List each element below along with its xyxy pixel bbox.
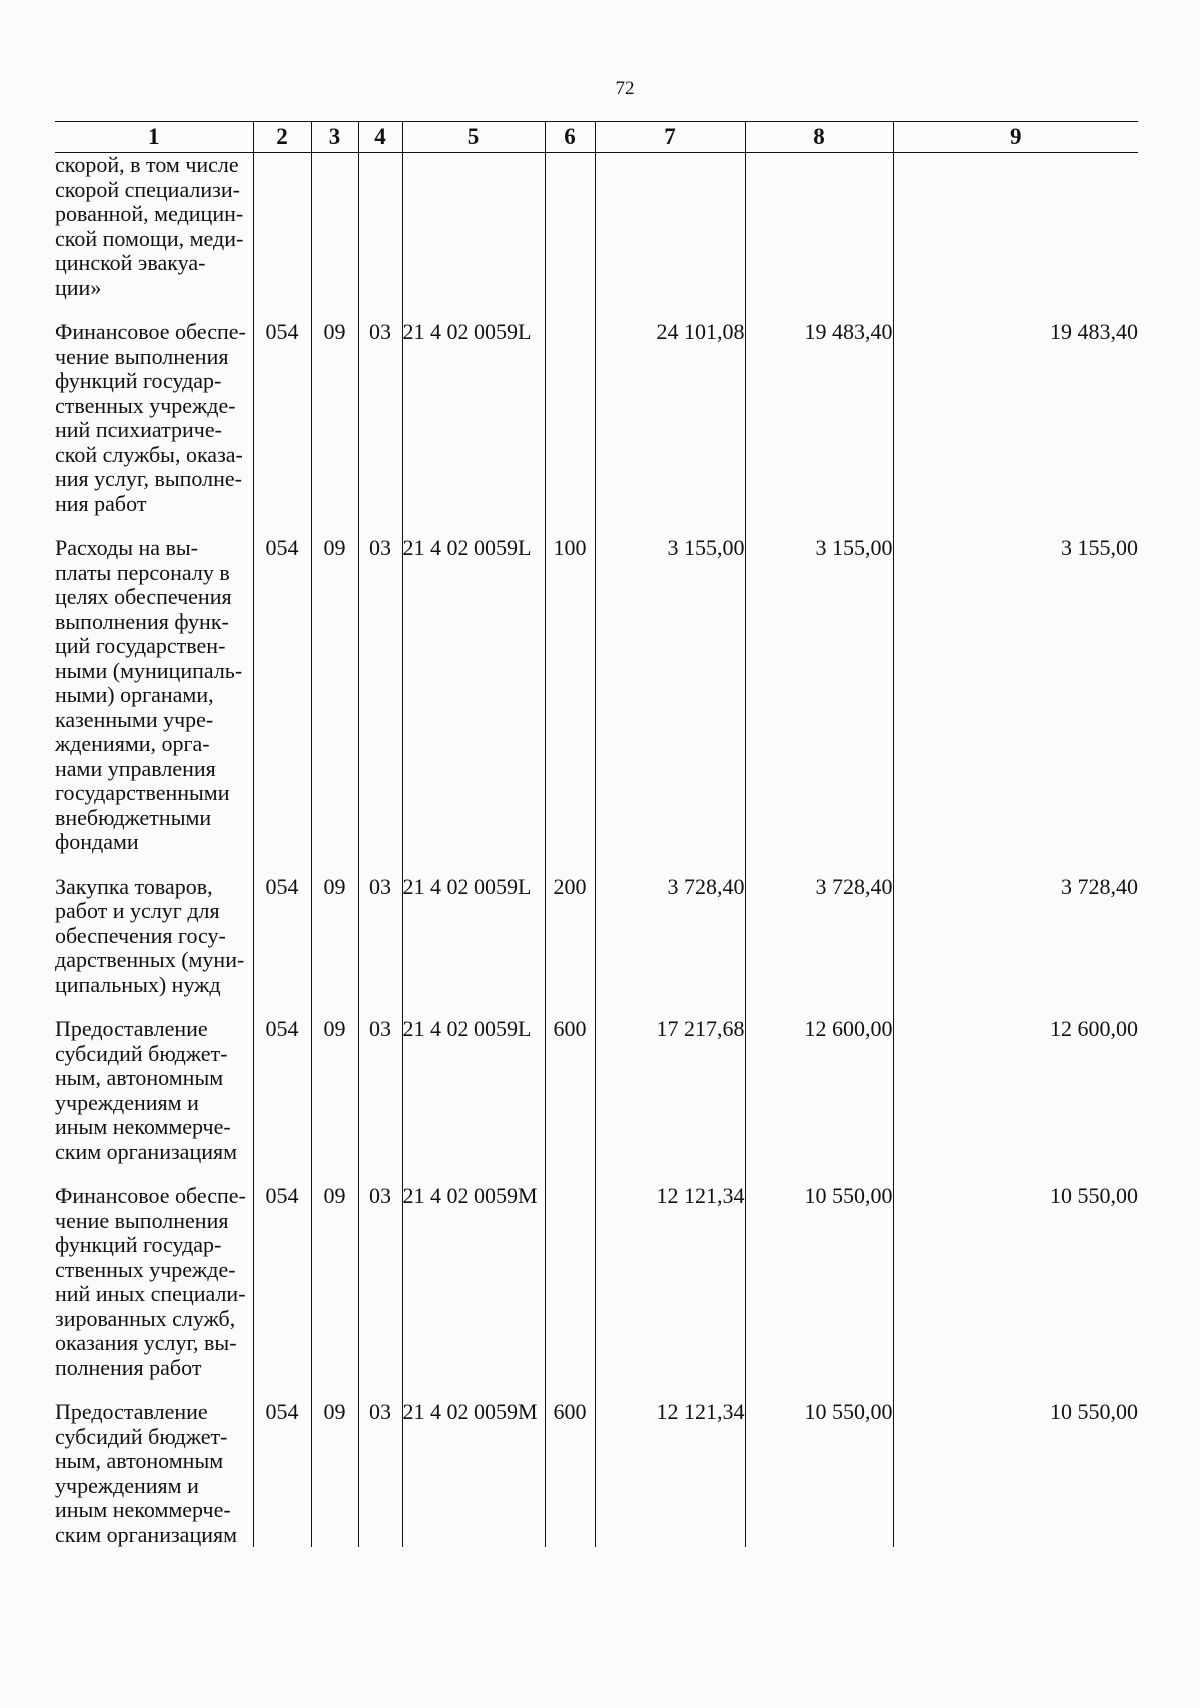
spacer-cell (545, 855, 595, 875)
row-spacer (55, 1164, 1138, 1184)
spacer-cell (311, 1380, 358, 1400)
spacer-cell (311, 855, 358, 875)
spacer-cell (893, 1164, 1138, 1184)
spacer-cell (55, 516, 253, 536)
spacer-cell (402, 1380, 545, 1400)
code-target: 21 4 02 0059L (402, 1017, 545, 1164)
amount-col9: 19 483,40 (893, 320, 1138, 516)
spacer-cell (402, 516, 545, 536)
spacer-cell (545, 516, 595, 536)
code-section (311, 153, 358, 301)
spacer-cell (55, 855, 253, 875)
amount-col8: 19 483,40 (745, 320, 893, 516)
spacer-cell (545, 1380, 595, 1400)
code-target: 21 4 02 0059L (402, 536, 545, 855)
column-header: 9 (893, 122, 1138, 153)
amount-col8: 10 550,00 (745, 1400, 893, 1547)
column-header: 3 (311, 122, 358, 153)
code-expense-type: 600 (545, 1017, 595, 1164)
row-name: Финансовое обеспе- чение выполнения функций государ- ственных учрежде- ний психиатриче- ской службы, оказа- ния услуг, выполне- ния работ (55, 319, 246, 516)
spacer-cell (253, 1164, 311, 1184)
spacer-cell (893, 516, 1138, 536)
code-expense-type: 200 (545, 875, 595, 998)
code-expense-type: 100 (545, 536, 595, 855)
amount-col9: 10 550,00 (893, 1184, 1138, 1380)
table-row (55, 875, 1138, 998)
row-name: Расходы на вы- платы персоналу в целях обеспечения выполнения функ- ций государствен- ными (муниципаль- ными) органами, казенными учре- ждениями, орга- нами управления государственными внебюджетными фондами (55, 535, 243, 854)
amount-col9 (893, 153, 1138, 301)
table-row (55, 1017, 1138, 1164)
spacer-cell (55, 300, 253, 320)
code-admin: 054 (253, 1017, 311, 1164)
column-header: 6 (545, 122, 595, 153)
spacer-cell (745, 1164, 893, 1184)
spacer-cell (55, 997, 253, 1017)
table-row (55, 153, 1138, 301)
amount-col9: 3 728,40 (893, 875, 1138, 998)
header-row (55, 122, 1138, 153)
table-row (55, 1400, 1138, 1547)
code-subsection: 03 (358, 1184, 402, 1380)
amount-col8: 10 550,00 (745, 1184, 893, 1380)
spacer-cell (311, 997, 358, 1017)
column-header: 1 (55, 122, 253, 153)
spacer-cell (595, 1164, 745, 1184)
code-section: 09 (311, 875, 358, 998)
code-section: 09 (311, 536, 358, 855)
row-name: скорой, в том числе скорой специализи- рованной, медицин- ской помощи, меди- цинской эвакуа- ции» (55, 152, 244, 300)
spacer-cell (402, 855, 545, 875)
spacer-cell (745, 1380, 893, 1400)
spacer-cell (893, 300, 1138, 320)
row-name: Закупка товаров, работ и услуг для обеспечения госу- дарственных (муни- ципальных) нужд (55, 873, 245, 997)
amount-col8: 3 728,40 (745, 875, 893, 998)
amount-col8: 12 600,00 (745, 1017, 893, 1164)
spacer-cell (358, 516, 402, 536)
code-target: 21 4 02 0059M (402, 1184, 545, 1380)
amount-col9: 10 550,00 (893, 1400, 1138, 1547)
row-spacer (55, 300, 1138, 320)
code-expense-type (545, 1184, 595, 1380)
spacer-cell (893, 997, 1138, 1017)
spacer-cell (745, 300, 893, 320)
spacer-cell (595, 300, 745, 320)
amount-col8: 3 155,00 (745, 536, 893, 855)
spacer-cell (893, 1380, 1138, 1400)
spacer-cell (595, 1380, 745, 1400)
spacer-cell (545, 1164, 595, 1184)
code-subsection: 03 (358, 1400, 402, 1547)
row-spacer (55, 1380, 1138, 1400)
spacer-cell (595, 997, 745, 1017)
row-name: Финансовое обеспе- чение выполнения функций государ- ственных учрежде- ний иных специали- зированных служб, оказания услуг, вы- полнения работ (55, 1183, 246, 1380)
budget-table (55, 121, 1138, 1547)
code-subsection: 03 (358, 875, 402, 998)
row-spacer (55, 855, 1138, 875)
spacer-cell (311, 300, 358, 320)
code-section: 09 (311, 1017, 358, 1164)
column-header: 2 (253, 122, 311, 153)
spacer-cell (545, 300, 595, 320)
spacer-cell (595, 855, 745, 875)
spacer-cell (545, 997, 595, 1017)
code-section: 09 (311, 1400, 358, 1547)
column-header: 8 (745, 122, 893, 153)
spacer-cell (745, 855, 893, 875)
code-expense-type (545, 153, 595, 301)
code-admin (253, 153, 311, 301)
code-target: 21 4 02 0059M (402, 1400, 545, 1547)
spacer-cell (311, 1164, 358, 1184)
code-admin: 054 (253, 536, 311, 855)
row-name: Предоставление субсидий бюджет- ным, автономным учреждениям и иным некоммерче- ским организациям (55, 1399, 238, 1547)
page-number: 72 (615, 78, 635, 99)
row-spacer (55, 516, 1138, 536)
spacer-cell (402, 1164, 545, 1184)
amount-col9: 12 600,00 (893, 1017, 1138, 1164)
code-subsection: 03 (358, 320, 402, 516)
spacer-cell (358, 997, 402, 1017)
code-expense-type: 600 (545, 1400, 595, 1547)
code-expense-type (545, 320, 595, 516)
code-subsection (358, 153, 402, 301)
spacer-cell (595, 516, 745, 536)
spacer-cell (358, 300, 402, 320)
spacer-cell (402, 997, 545, 1017)
spacer-cell (311, 516, 358, 536)
amount-col7: 12 121,34 (595, 1184, 745, 1380)
code-section: 09 (311, 1184, 358, 1380)
column-header: 7 (595, 122, 745, 153)
code-subsection: 03 (358, 1017, 402, 1164)
code-section: 09 (311, 320, 358, 516)
spacer-cell (745, 516, 893, 536)
code-admin: 054 (253, 875, 311, 998)
amount-col7: 24 101,08 (595, 320, 745, 516)
spacer-cell (55, 1380, 253, 1400)
amount-col7: 3 155,00 (595, 536, 745, 855)
column-header: 4 (358, 122, 402, 153)
amount-col9: 3 155,00 (893, 536, 1138, 855)
amount-col7 (595, 153, 745, 301)
spacer-cell (358, 1380, 402, 1400)
amount-col8 (745, 153, 893, 301)
spacer-cell (745, 997, 893, 1017)
code-admin: 054 (253, 320, 311, 516)
spacer-cell (55, 1164, 253, 1184)
table-row (55, 1184, 1138, 1380)
column-header: 5 (402, 122, 545, 153)
row-spacer (55, 997, 1138, 1017)
amount-col7: 3 728,40 (595, 875, 745, 998)
spacer-cell (253, 1380, 311, 1400)
code-target (402, 153, 545, 301)
code-admin: 054 (253, 1184, 311, 1380)
spacer-cell (893, 855, 1138, 875)
spacer-cell (253, 997, 311, 1017)
spacer-cell (358, 855, 402, 875)
table-row (55, 320, 1138, 516)
table-row (55, 536, 1138, 855)
spacer-cell (253, 300, 311, 320)
amount-col7: 17 217,68 (595, 1017, 745, 1164)
code-subsection: 03 (358, 536, 402, 855)
code-target: 21 4 02 0059L (402, 320, 545, 516)
row-name: Предоставление субсидий бюджет- ным, автономным учреждениям и иным некоммерче- ским организациям (55, 1016, 238, 1164)
spacer-cell (358, 1164, 402, 1184)
code-admin: 054 (253, 1400, 311, 1547)
spacer-cell (253, 855, 311, 875)
code-target: 21 4 02 0059L (402, 875, 545, 998)
amount-col7: 12 121,34 (595, 1400, 745, 1547)
spacer-cell (253, 516, 311, 536)
spacer-cell (402, 300, 545, 320)
